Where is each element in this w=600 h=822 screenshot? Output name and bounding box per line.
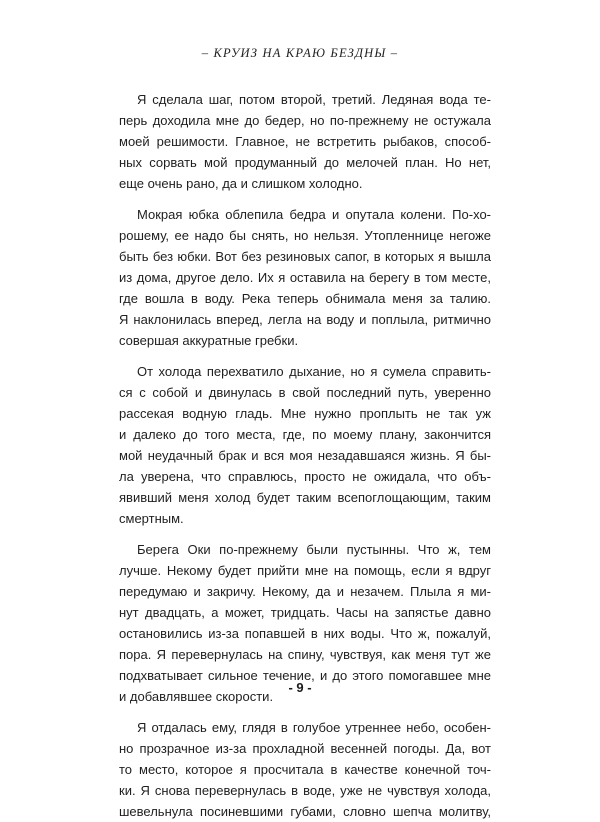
text-line: из дома, другое дело. Их я оставила на берегу в том месте,	[119, 270, 491, 285]
text-line: явивший меня холод будет таким всепоглощающим, таким	[119, 490, 491, 505]
text-line: мой неудачный брак и вся моя незадавшаяся жизнь. Я бы-	[119, 448, 491, 463]
text-line: но прозрачное из-за прохладной весенней погоды. Да, вот	[119, 741, 491, 756]
running-head: – КРУИЗ НА КРАЮ БЕЗДНЫ –	[201, 46, 399, 60]
text-line: ся с собой и двинулась в свой последний путь, уверенно	[119, 385, 491, 400]
text-line: смертным.	[119, 511, 184, 526]
text-line: рассекая водную гладь. Мне нужно проплыть не так уж	[119, 406, 491, 421]
text-line: быть без юбки. Вот без резиновых сапог, в которых я вышла	[119, 249, 491, 264]
text-line: ла уверена, что справлюсь, просто не ожидала, что объ-	[119, 469, 491, 484]
text-line: и добавлявшее скорости.	[119, 689, 274, 704]
text-line: шевельнула посиневшими губами, словно шепча молитву,	[119, 804, 491, 819]
text-line: лучше. Некому будет прийти мне на помощь, если я вдруг	[119, 563, 491, 578]
text-line: и далеко до того места, где, по моему плану, закончится	[119, 427, 491, 442]
text-line: перь доходила мне до бедер, но по-прежнему не остужала	[119, 113, 491, 128]
text-line: остановились из-за попавшей в них воды. Что ж, пожалуй,	[119, 626, 491, 641]
text-line: пора. Я перевернулась на спину, чувствуя, как меня тут же	[119, 647, 491, 662]
text-line: Берега Оки по-прежнему были пустынны. Что ж, тем	[137, 542, 491, 557]
paragraph	[119, 89, 491, 194]
paragraph	[119, 717, 491, 822]
text-line: передумаю и закричу. Некому, да и незачем. Плыла я ми-	[119, 584, 491, 599]
text-line: совершая аккуратные гребки.	[119, 333, 299, 348]
text-line: Я сделала шаг, потом второй, третий. Ледяная вода те-	[137, 92, 491, 107]
text-line: ки. Я снова перевернулась в воде, уже не чувствуя холода,	[119, 783, 491, 798]
text-line: еще очень рано, да и слишком холодно.	[119, 176, 363, 191]
text-line: то место, которое я просчитала в качестве конечной точ-	[119, 762, 491, 777]
paragraph	[119, 361, 491, 529]
text-line: нут двадцать, а может, тридцать. Часы на запястье давно	[119, 605, 491, 620]
text-line: Мокрая юбка облепила бедра и опутала колени. По-хо-	[137, 207, 491, 222]
text-line: От холода перехватило дыхание, но я сумела справить-	[137, 364, 491, 379]
text-line: где вошла в воду. Река теперь обнимала меня за талию.	[119, 291, 491, 306]
text-line: ных сорвать мой продуманный до мелочей план. Но нет,	[119, 155, 491, 170]
body-text	[119, 89, 491, 822]
text-line: подхватывает сильное течение, и до этого помогавшее мне	[119, 668, 491, 683]
text-line: Я наклонилась вперед, легла на воду и поплыла, ритмично	[119, 312, 491, 327]
text-line: моей решимости. Главное, не встретить рыбаков, способ-	[119, 134, 491, 149]
page-number: - 9 -	[288, 680, 312, 695]
paragraph	[119, 204, 491, 351]
text-line: Я отдалась ему, глядя в голубое утреннее небо, особен-	[137, 720, 491, 735]
text-line: рошему, ее надо бы снять, но нельзя. Утопленнице негоже	[119, 228, 491, 243]
